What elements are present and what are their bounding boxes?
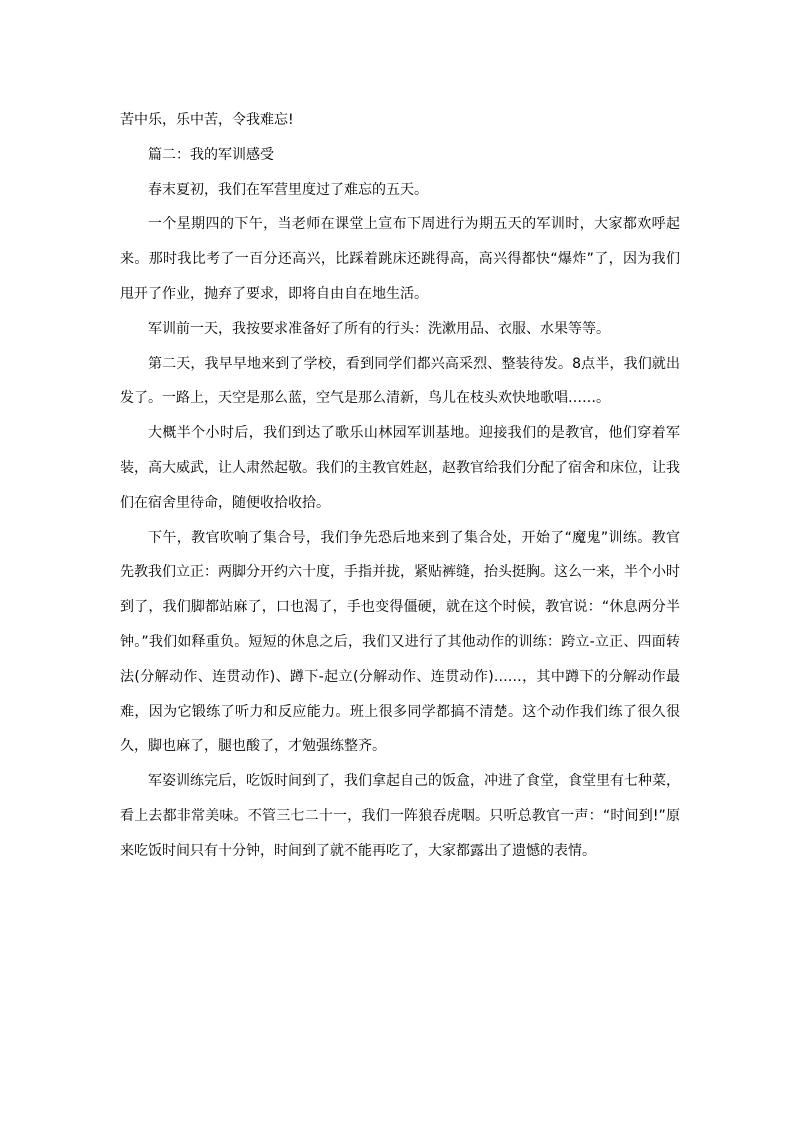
paragraph-8: 下午，教官吹响了集合号，我们争先恐后地来到了集合处，开始了“魔鬼”训练。教官先教我们立正：两脚分开约六十度，手指并拢，紧贴裤缝，抬头挺胸。这么一来，半个小时到了，我们脚都站麻了，口也渴了，手也变得僵硬，就在这个时候，教官说：“休息两分半钟。”我们如释重负。短短的休息之后，我们又进行了其他动作的训练：跨立-立正、四面转法(分解动作、连贯动作)、蹲下-起立(分解动作、连贯动作)……，其中蹲下的分解动作最难，因为它锻练了听力和反应能力。班上很多同学都搞不清楚。这个动作我们练了很久很久，脚也麻了，腿也酸了，才勉强练整齐。: [120, 529, 680, 755]
paragraph-3: 春末夏初，我们在军营里度过了难忘的五天。: [148, 181, 428, 198]
paragraph-1: 苦中乐，乐中苦，令我难忘!: [120, 112, 294, 128]
paragraph-7: 大概半个小时后，我们到达了歌乐山林园军训基地。迎接我们的是教官，他们穿着军装，高大威武，让人肃然起敬。我们的主教官姓赵，赵教官给我们分配了宿舍和床位，让我们在宿舍里待命，随便收拾收拾。: [120, 425, 680, 511]
section-heading: 篇二：我的军训感受: [148, 146, 274, 163]
paragraph-6: 第二天，我早早地来到了学校，看到同学们都兴高采烈、整装待发。8点半，我们就出发了。一路上，天空是那么蓝，空气是那么清新，鸟儿在枝头欢快地歌唱……。: [120, 355, 680, 407]
paragraph-9: 军姿训练完后，吃饭时间到了，我们拿起自己的饭盒，冲进了食堂，食堂里有七种菜，看上去都非常美味。不管三七二十一，我们一阵狼吞虎咽。只听总教官一声：“时间到!”原来吃饭时间只有十分钟，时间到了就不能再吃了，大家都露出了遗憾的表情。: [120, 773, 680, 859]
paragraph-4: 一个星期四的下午，当老师在课堂上宣布下周进行为期五天的军训时，大家都欢呼起来。那时我比考了一百分还高兴，比踩着跳床还跳得高，高兴得都快“爆炸”了，因为我们甩开了作业，抛弃了要求，即将自由自在地生活。: [120, 216, 680, 302]
paragraph-5: 军训前一天，我按要求准备好了所有的行头：洗漱用品、衣服、水果等等。: [148, 320, 610, 337]
document-body: [120, 103, 680, 869]
